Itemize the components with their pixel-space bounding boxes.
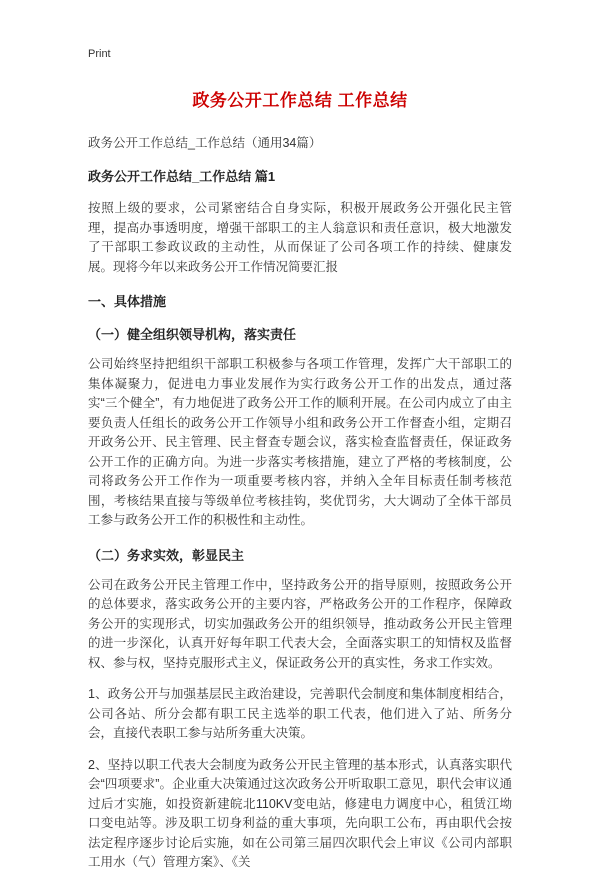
paragraph-intro: 按照上级的要求，公司紧密结合自身实际，积极开展政务公开强化民主管理，提高办事透明度，增强干部职工的主人翁意识和责任意识，极大地激发了干部职工参政议政的主动性，从而保证了公司各项工作的持续、健康发展。现将今年以来政务公开工作情况简要汇报: [88, 201, 512, 274]
paragraph-item-2: 2、坚持以职工代表大会制度为政务公开民主管理的基本形式，认真落实职代会“四项要求”。企业重大决策通过这次政务公开听取职工意见，职代会审议通过后才实施，如投资新建皖北110KV变电站，修建电力调度中心，租赁江坳口变电站等。涉及职工切身利益的重大事项，先向职工公布，再由职代会按法定程序逐步讨论后实施，如在公司第三届四次职代会上审议《公司内部职工用水（气）管理方案》、《关: [88, 757, 512, 869]
section-heading: 政务公开工作总结_工作总结 篇1: [88, 169, 276, 184]
heading-effectiveness: （二）务求实效，彰显民主: [88, 547, 245, 563]
paragraph-organization: 公司始终坚持把组织干部职工积极参与各项工作管理，发挥广大干部职工的集体凝聚力，促进电力事业发展作为实行政务公开工作的出发点，通过落实“三个健全”，有力地促进了政务公开工作的顺利开展。在公司内成立了由主要负责人任组长的政务公开工作领导小组和政务公开工作督查小组，定期召开政务公开、民主管理、民主督查专题会议，落实检查监督责任，保证政务公开工作的正确方向。为进一步落实考核措施，建立了严格的考核制度，公司将政务公开工作作为一项重要考核内容，并纳入全年目标责任制考核范围，考核结果直接与等级单位考核挂钩，奖优罚劣，大大调动了全体干部员工参与政务公开工作的积极性和主动性。: [88, 357, 512, 527]
paragraph-effectiveness: 公司在政务公开民主管理工作中，坚持政务公开的指导原则，按照政务公开的总体要求，落实政务公开的主要内容，严格政务公开的工作程序，保障政务公开的实现形式，切实加强政务公开的组织领导，推动政务公开民主管理的进一步深化，认真开好每年职工代表大会，全面落实职工的知情权及监督权、参与权，坚持克服形式主义，保证政务公开的真实性，务求工作实效。: [88, 577, 512, 670]
print-link[interactable]: Print: [88, 48, 111, 60]
document-subtitle: 政务公开工作总结_工作总结（通用34篇）: [88, 136, 322, 150]
heading-organization: （一）健全组织领导机构，落实责任: [88, 327, 297, 342]
paragraph-item-1: 1、政务公开与加强基层民主政治建设，完善职代会制度和集体制度相结合，公司各站、所分会都有职工民主选举的职工代表，他们进入了站、所务分会，直接代表职工参与站所务重大决策。: [88, 687, 512, 740]
page-title: 政务公开工作总结 工作总结: [192, 91, 408, 110]
heading-measures: 一、具体措施: [88, 294, 167, 309]
